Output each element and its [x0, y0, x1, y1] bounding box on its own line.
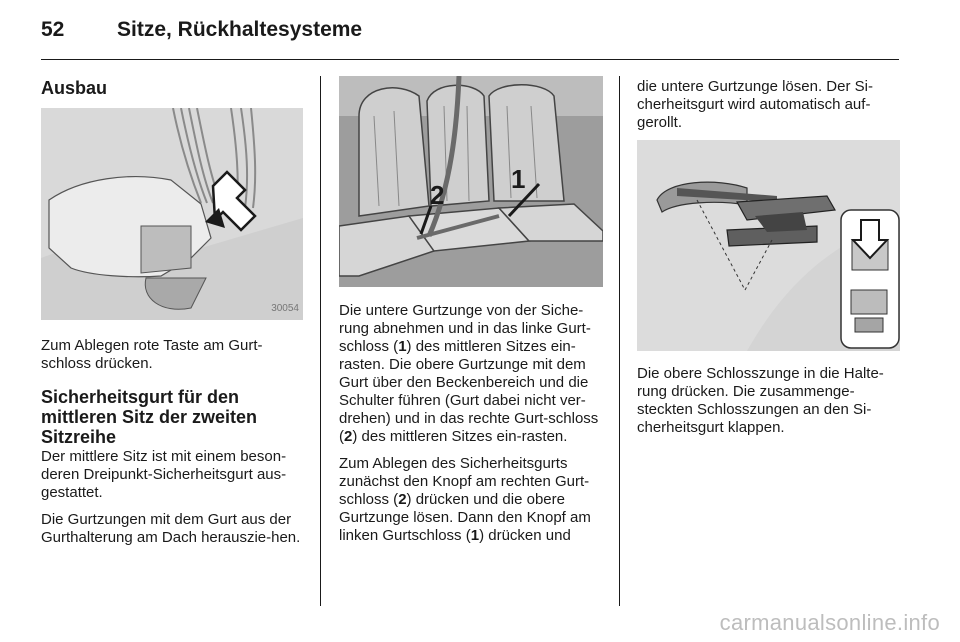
column-3-text-top	[637, 78, 901, 141]
header-rule	[41, 59, 899, 60]
column-3-text-bottom	[637, 365, 903, 446]
paragraph: Zum Ablegen rote Taste am Gurt-schloss drücken.	[41, 337, 263, 372]
column-divider-right	[619, 76, 620, 606]
column-1	[41, 78, 303, 98]
column-1-text	[41, 337, 305, 556]
paragraph: Die untere Gurtzunge von der Siche-rung abnehmen und in das linke Gurt-schloss (1) des mittleren Sitzes ein-rasten. Die obere Gurtzunge mit dem Gurt über den Beckenbereich und die Schulter führen (Gurt dabei nicht ver-drehen) und in das rechte Gurt-schloss (2) des mittleren Sitzes ein-rasten.	[339, 302, 599, 445]
sub-heading-middle-seat-belt: Sicherheitsgurt für den mittleren Sitz der zweiten Sitzreihe	[41, 387, 258, 447]
page-number: 52	[41, 18, 65, 41]
paragraph: Zum Ablegen des Sicherheitsgurts zunächst den Knopf am rechten Gurt-schloss (2) drücken und die obere Gurtzunge lösen. Dann den Knopf am linken Gurtschloss (1) drücken und	[339, 455, 591, 544]
callout-1: 1	[511, 164, 526, 194]
watermark: carmanualsonline.info	[719, 610, 940, 635]
paragraph: Die obere Schlosszunge in die Halte-rung drücken. Die zusammenge-steckten Schlosszungen an den Si-cherheitsgurt klappen.	[637, 365, 884, 436]
figure-belt-holder	[637, 140, 900, 351]
paragraph: Der mittlere Sitz ist mit einem beson-deren Dreipunkt-Sicherheitsgurt aus-gestattet.	[41, 448, 287, 501]
section-heading-ausbau: Ausbau	[41, 78, 108, 98]
belt-holder-illustration	[637, 140, 900, 351]
column-divider-left	[320, 76, 321, 606]
figure-number: 30054	[271, 303, 299, 314]
buckle-release-illustration	[41, 108, 303, 320]
column-2-text	[339, 302, 605, 554]
paragraph: Die Gurtzungen mit dem Gurt aus der Gurthalterung am Dach herauszie-hen.	[41, 511, 301, 546]
callout-2: 2	[430, 180, 445, 210]
chapter-title: Sitze, Rückhaltesysteme	[117, 18, 363, 41]
paragraph: die untere Gurtzunge lösen. Der Si-cherheitsgurt wird automatisch auf-gerollt.	[637, 78, 873, 131]
figure-rear-seat-belt	[339, 76, 603, 287]
figure-buckle-release	[41, 108, 303, 320]
rear-seat-illustration	[339, 76, 603, 287]
